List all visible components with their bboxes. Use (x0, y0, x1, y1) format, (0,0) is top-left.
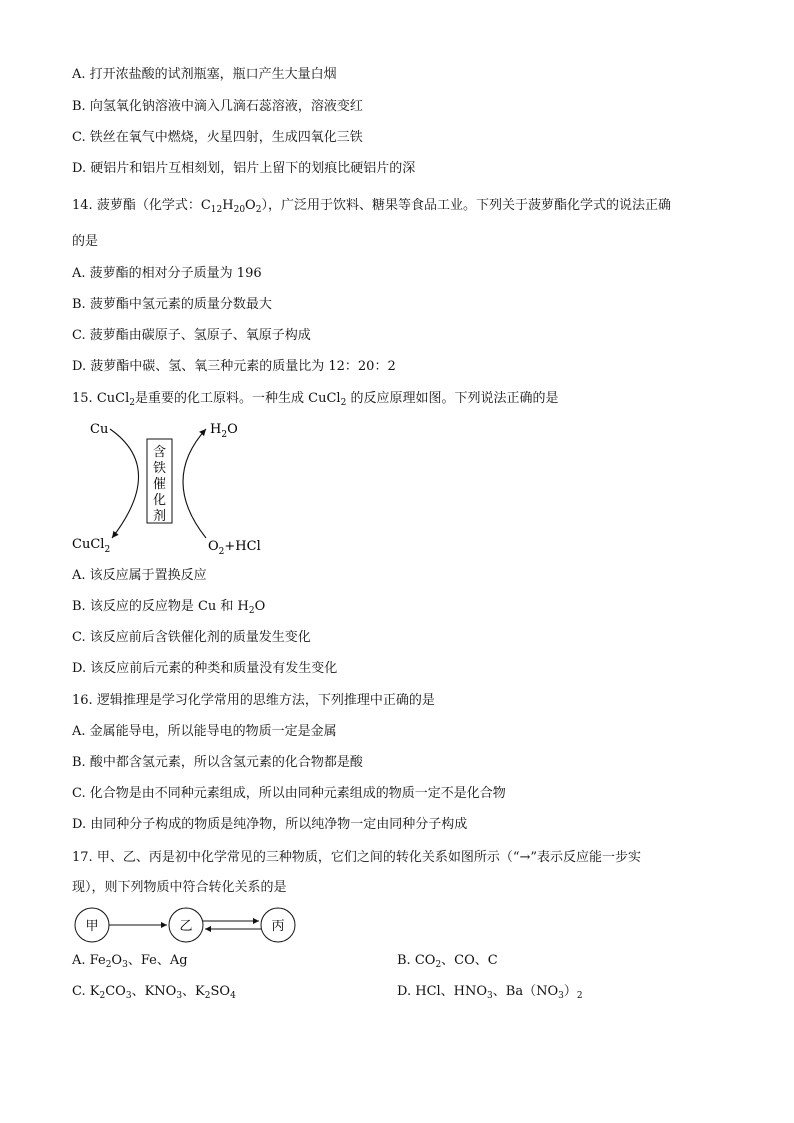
label-h2o: $H_2O$ (210, 422, 238, 440)
catalyst-char: 含 (152, 445, 167, 460)
q16-option-a: A. 金属能导电，所以能导电的物质一定是金属 (72, 724, 337, 739)
q17-option-b: B. $CO_2$、CO、C (397, 953, 498, 970)
q15-stem: 15. CuCl$_2$是重要的化工原料。一种生成 CuCl$_2$ 的反应原理如图。下列说法正确的是 (72, 391, 559, 408)
q17-stem: 17. 甲、乙、丙是初中化学常见的三种物质，它们之间的转化关系如图所示（“→”表示反应能一步实 (72, 850, 642, 865)
label-jia: 甲 (85, 919, 99, 934)
q14-option-d: D. 菠萝酯中碳、氢、氧三种元素的质量比为 12：20：2 (72, 359, 396, 374)
left-curve-arrow (110, 429, 139, 538)
label-cu: Cu (90, 422, 109, 437)
q13-option-b: B. 向氢氧化钠溶液中滴入几滴石蕊溶液，溶液变红 (72, 99, 363, 114)
q13-option-c: C. 铁丝在氧气中燃烧，火星四射，生成四氧化三铁 (72, 130, 363, 145)
q14-formula: $C_{12}H_{20}O_2$ (200, 198, 262, 215)
label-bing: 丙 (271, 919, 285, 934)
right-curve-arrow (183, 429, 206, 538)
q15-option-b: B. 该反应的反应物是 Cu 和 $H_2O$ (72, 599, 266, 616)
conversion-diagram (66, 900, 316, 950)
reaction-diagram (60, 412, 320, 562)
q14-option-b: B. 菠萝酯中氢元素的质量分数最大 (72, 297, 272, 312)
q14-stem-cont: 的是 (72, 234, 99, 249)
label-yi: 乙 (179, 919, 193, 934)
q13-option-d: D. 硬铝片和铝片互相刻划，铝片上留下的划痕比硬铝片的深 (72, 161, 416, 176)
q13-option-a: A. 打开浓盐酸的试剂瓶塞，瓶口产生大量白烟 (72, 67, 337, 82)
q17-stem-cont: 现），则下列物质中符合转化关系的是 (72, 880, 287, 895)
q15-option-d: D. 该反应前后元素的种类和质量没有发生变化 (72, 661, 338, 676)
catalyst-char: 铁 (152, 461, 167, 476)
q16-stem: 16. 逻辑推理是学习化学常用的思维方法，下列推理中正确的是 (72, 693, 435, 708)
q14-option-c: C. 菠萝酯由碳原子、氢原子、氧原子构成 (72, 328, 311, 343)
q17-option-c: C. $K_2CO_3$、$KNO_3$、$K_2SO_4$ (72, 984, 236, 1001)
label-o2-hcl: $O_2+HCl$ (208, 539, 261, 557)
catalyst-char: 催 (152, 477, 167, 492)
catalyst-char: 化 (152, 493, 167, 508)
q15-option-c: C. 该反应前后含铁催化剂的质量发生变化 (72, 630, 311, 645)
q17-option-d: D. HCl、$HNO_3$、$Ba(NO_3)_2$ (397, 984, 583, 1001)
q17-option-a: A. $Fe_2O_3$、Fe、Ag (72, 953, 188, 970)
q15-option-a: A. 该反应属于置换反应 (72, 568, 207, 583)
label-cucl2: CuCl$_2$ (72, 537, 111, 555)
q16-option-c: C. 化合物是由不同种元素组成，所以由同种元素组成的物质一定不是化合物 (72, 786, 506, 801)
catalyst-char: 剂 (152, 509, 167, 524)
q16-option-d: D. 由同种分子构成的物质是纯净物，所以纯净物一定由同种分子构成 (72, 817, 468, 832)
q14-stem: 14. 菠萝酯（化学式：$C_{12}H_{20}O_2$），广泛用于饮料、糖果等食品工业。下列关于菠萝酯化学式的说法正确 (72, 198, 671, 215)
q16-option-b: B. 酸中都含氢元素，所以含氢元素的化合物都是酸 (72, 755, 363, 770)
q14-option-a: A. 菠萝酯的相对分子质量为 196 (72, 266, 262, 281)
